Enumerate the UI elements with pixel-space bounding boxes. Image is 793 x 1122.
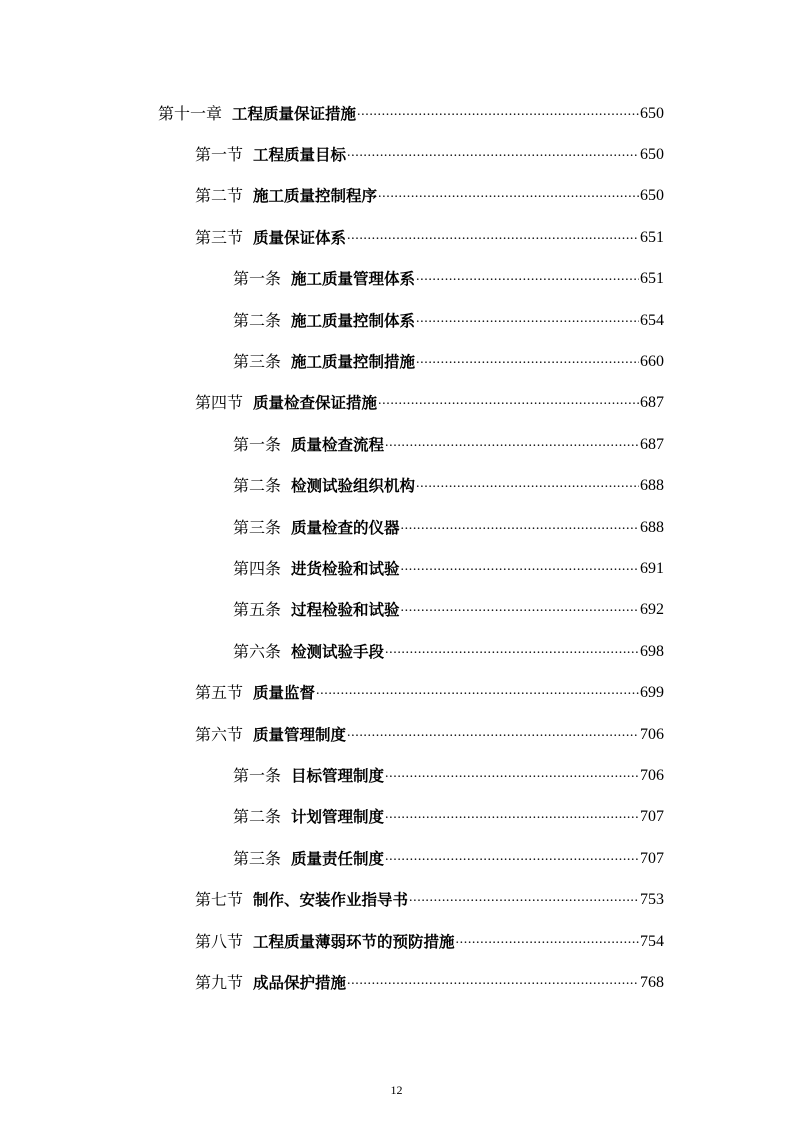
toc-entry-page: 660 (640, 353, 664, 371)
toc-entry-title: 质量检查的仪器 (291, 518, 400, 537)
toc-entry-title: 工程质量目标 (253, 146, 347, 165)
toc-entry-page: 692 (640, 601, 664, 619)
toc-entry-number: 第九节 (195, 972, 244, 992)
toc-entry-number: 第一节 (195, 145, 244, 165)
toc-entry-number: 第一条 (233, 269, 282, 289)
toc-entry-page: 753 (640, 891, 664, 909)
toc-entry[interactable] (0, 921, 793, 962)
toc-entry-page: 706 (640, 766, 664, 784)
toc-dot-leader (401, 600, 639, 620)
toc-entry-number: 第三条 (233, 848, 282, 868)
toc-entry[interactable] (0, 838, 793, 879)
toc-entry-title: 质量检查流程 (291, 435, 385, 454)
toc-entry[interactable] (0, 217, 793, 258)
toc-dot-leader (316, 683, 639, 703)
toc-entry-title: 质量检查保证措施 (253, 394, 378, 413)
toc-entry-number: 第五节 (195, 683, 244, 703)
toc-entry[interactable] (0, 962, 793, 1003)
toc-entry-number: 第四节 (195, 393, 244, 413)
toc-entry[interactable] (0, 755, 793, 796)
toc-entry[interactable] (0, 672, 793, 713)
toc-entry[interactable] (0, 300, 793, 341)
toc-entry-number: 第六条 (233, 641, 282, 661)
toc-entry-number: 第一条 (233, 434, 282, 454)
toc-entry-title: 检测试验组织机构 (291, 477, 416, 496)
toc-dot-leader (401, 559, 639, 579)
toc-entry-number: 第三条 (233, 517, 282, 537)
toc-entry-page: 687 (640, 435, 664, 453)
toc-entry-page: 698 (640, 642, 664, 660)
toc-entry-page: 706 (640, 725, 664, 743)
toc-entry-title: 施工质量控制程序 (253, 187, 378, 206)
toc-entry-title: 过程检验和试验 (291, 601, 400, 620)
toc-entry-number: 第三条 (233, 352, 282, 372)
toc-entry[interactable] (0, 714, 793, 755)
toc-entry-page: 754 (640, 932, 664, 950)
toc-dot-leader (385, 807, 639, 827)
toc-entry-title: 工程质量薄弱环节的预防措施 (253, 932, 455, 951)
toc-entry-number: 第二条 (233, 807, 282, 827)
toc-entry-number: 第八节 (195, 931, 244, 951)
toc-dot-leader (385, 642, 639, 662)
toc-entry-title: 质量管理制度 (253, 725, 347, 744)
toc-entry-title: 工程质量保证措施 (232, 104, 357, 123)
toc-entry-page: 651 (640, 228, 664, 246)
toc-entry-page: 650 (640, 187, 664, 205)
toc-entry-title: 目标管理制度 (291, 766, 385, 785)
toc-entry[interactable] (0, 879, 793, 920)
toc-dot-leader (416, 352, 639, 372)
toc-entry-title: 施工质量控制措施 (291, 353, 416, 372)
toc-entry-title: 施工质量管理体系 (291, 270, 416, 289)
toc-entry[interactable] (0, 259, 793, 300)
toc-entry-number: 第十一章 (158, 103, 223, 123)
toc-entry-page: 687 (640, 394, 664, 412)
toc-entry-title: 质量保证体系 (253, 228, 347, 247)
toc-entry[interactable] (0, 383, 793, 424)
toc-entry-title: 计划管理制度 (291, 808, 385, 827)
toc-entry[interactable] (0, 507, 793, 548)
toc-entry-number: 第三节 (195, 227, 244, 247)
toc-entry-page: 650 (640, 146, 664, 164)
toc-entry-number: 第六节 (195, 724, 244, 744)
table-of-contents (0, 93, 793, 1004)
toc-entry-number: 第四条 (233, 558, 282, 578)
toc-entry-number: 第一条 (233, 765, 282, 785)
toc-entry[interactable] (0, 631, 793, 672)
toc-entry-page: 768 (640, 973, 664, 991)
toc-dot-leader (409, 890, 639, 910)
toc-entry-number: 第七节 (195, 890, 244, 910)
toc-entry-title: 进货检验和试验 (291, 559, 400, 578)
toc-dot-leader (385, 766, 639, 786)
toc-entry-page: 691 (640, 559, 664, 577)
toc-dot-leader (385, 435, 639, 455)
toc-dot-leader (347, 145, 639, 165)
toc-dot-leader (401, 518, 639, 538)
toc-entry-number: 第五条 (233, 600, 282, 620)
toc-dot-leader (357, 104, 639, 124)
toc-entry-page: 707 (640, 808, 664, 826)
toc-entry-number: 第二条 (233, 310, 282, 330)
toc-dot-leader (347, 228, 639, 248)
toc-entry-page: 650 (640, 104, 664, 122)
toc-entry[interactable] (0, 797, 793, 838)
toc-dot-leader (385, 849, 639, 869)
toc-dot-leader (416, 476, 639, 496)
toc-entry-page: 651 (640, 270, 664, 288)
toc-entry[interactable] (0, 424, 793, 465)
page-number: 12 (390, 1083, 403, 1097)
toc-entry-title: 质量责任制度 (291, 849, 385, 868)
toc-dot-leader (347, 973, 639, 993)
toc-dot-leader (378, 393, 639, 413)
toc-entry[interactable] (0, 590, 793, 631)
toc-entry[interactable] (0, 466, 793, 507)
toc-entry-page: 654 (640, 311, 664, 329)
toc-dot-leader (456, 932, 639, 952)
toc-entry-title: 制作、安装作业指导书 (253, 891, 409, 910)
toc-entry-number: 第二节 (195, 186, 244, 206)
toc-entry-page: 699 (640, 684, 664, 702)
toc-entry-title: 成品保护措施 (253, 973, 347, 992)
toc-entry-title: 施工质量控制体系 (291, 311, 416, 330)
toc-dot-leader (416, 269, 639, 289)
toc-entry[interactable] (0, 134, 793, 175)
toc-entry-title: 检测试验手段 (291, 642, 385, 661)
toc-entry-number: 第二条 (233, 476, 282, 496)
toc-entry[interactable] (0, 341, 793, 382)
toc-entry-page: 688 (640, 518, 664, 536)
toc-entry-page: 707 (640, 849, 664, 867)
toc-dot-leader (416, 311, 639, 331)
toc-entry[interactable] (0, 548, 793, 589)
toc-entry[interactable] (0, 176, 793, 217)
toc-entry-title: 质量监督 (253, 684, 316, 703)
toc-entry-page: 688 (640, 477, 664, 495)
toc-dot-leader (347, 725, 639, 745)
toc-dot-leader (378, 186, 639, 206)
toc-entry[interactable] (0, 93, 793, 134)
